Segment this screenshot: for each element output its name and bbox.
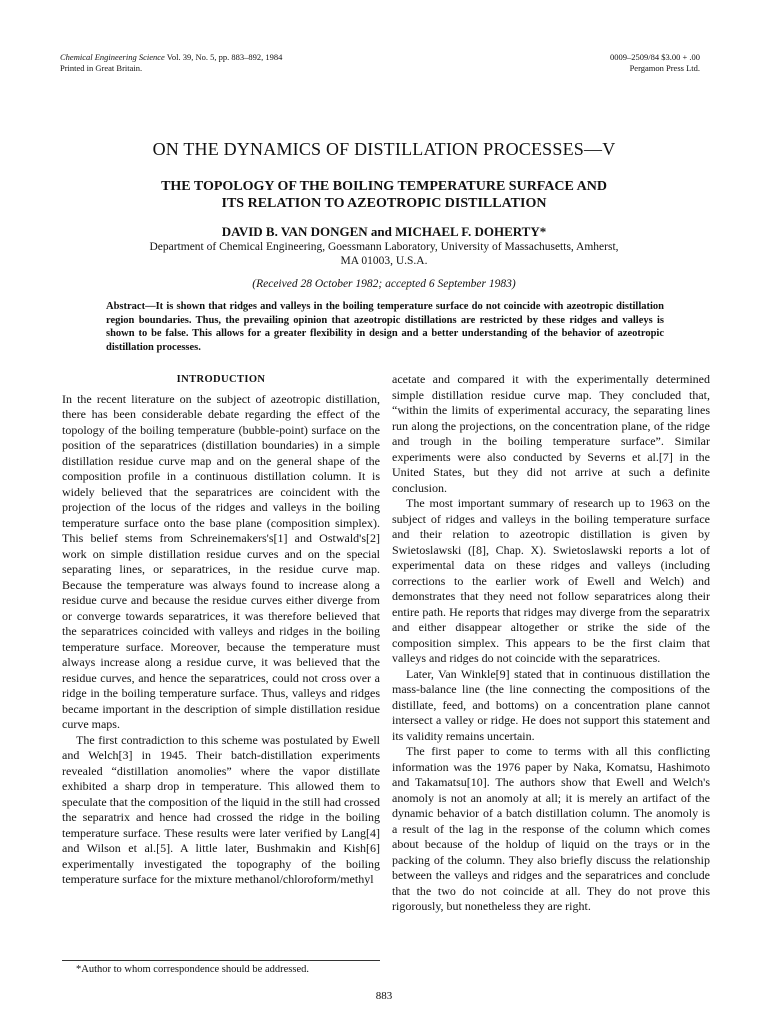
paragraph: In the recent literature on the subject of azeotropic distillation, there has been considerable debate regarding the effect of the topology of the boiling temperature (bubble-point) surface on the position of the separatrices (distillation boundaries) in a simple distillation residue curve map and on the general shape of the composition profile in a continuous distillation column. It is widely believed that the separatrices are coincident with the projection of the locus of the ridges and valleys in the boiling temperature surface onto the base plane (composition simplex). This belief stems from Schreinemakers's[1] and Ostwald's[2] work on simple distillation residue curves and on the special separating lines, or separatrices, in the residue curve map. Because the temperature was always found to increase along a residue curve and because the residue curves either diverge from or converge towards separatrices, it was therefore believed that the separatrices coincided with valleys and ridges in the boiling temperature surface. Moreover, because the temperature must always increase along a residue curve, it was believed that the residue curves, and hence the separatrices, could not cross over a ridge in the boiling temperature surface. Thus, valleys and ridges became important in the description of simple distillation residue curve maps. bbox=[62, 391, 380, 731]
paper-subtitle bbox=[100, 178, 668, 212]
subtitle-line-2: ITS RELATION TO AZEOTROPIC DISTILLATION bbox=[221, 196, 547, 211]
page-number: 883 bbox=[375, 990, 393, 1002]
journal-volume: Vol. 39, No. 5, pp. 883–892, 1984 bbox=[166, 52, 283, 62]
received-dates bbox=[0, 278, 768, 290]
subtitle-line-1: THE TOPOLOGY OF THE BOILING TEMPERATURE SURFACE AND bbox=[161, 179, 607, 194]
paragraph: The most important summary of research up to 1963 on the subject of ridges and valleys in the boiling temperature surface and their relation to azeotropic distillation is given by Swietoslawski ([8], Chap. X). Swietoslawski reports a lot of experimental data on these ridges and valleys (including corrections to the earlier work of Ewell and Welch) and demonstrates that they need not follow separatrices along their entire path. He reports that ridges may diverge from the separatrix and either disappear altogether or strike the side of the composition simplex. This appears to be the first claim that valleys and ridges do not coincide with the separatrices. bbox=[392, 496, 710, 665]
paragraph: The first contradiction to this scheme was postulated by Ewell and Welch[3] in 1945. Their batch-distillation experiments revealed “distillation anomolies” where the vapor distillate exhibited a sharp drop in temperature. This allowed them to speculate that the composition of the liquid in the still had crossed the separatrix and hence had crossed the ridge in the boiling temperature surface. These results were later verified by Lang[4] and Wilson et al.[5]. A little later, Bushmakin and Kish[6] experimentally investigated the topography of the boiling temperature surface for the mixture methanol/chloroform/methyl bbox=[62, 732, 380, 886]
abstract: Abstract—It is shown that ridges and valleys in the boiling temperature surface do not coincide with azeotropic distillation region boundaries. Thus, the prevailing opinion that azeotropic distillations are restricted by these ridges and valleys is shown to be false. This allows for a greater flexibility in design and a better understanding of the behavior of azeotropic distillation processes. bbox=[106, 301, 664, 353]
affiliation-line-1: Department of Chemical Engineering, Goessmann Laboratory, University of Massachusetts, Amherst, bbox=[149, 241, 619, 253]
journal-name: Chemical Engineering Science bbox=[60, 52, 165, 62]
publisher-info bbox=[610, 52, 700, 74]
footnote-divider bbox=[62, 960, 380, 961]
footnote: *Author to whom correspondence should be addressed. bbox=[76, 964, 309, 975]
article-code: 0009–2509/84 $3.00 + .00 bbox=[609, 52, 700, 62]
left-column bbox=[62, 372, 380, 888]
paper-title: ON THE DYNAMICS OF DISTILLATION PROCESSES—V bbox=[152, 139, 616, 159]
paragraph: Later, Van Winkle[9] stated that in continuous distillation the mass-balance line (the line connecting the compositions of the distillate, feed, and bottoms) on a concentration plane cannot intersect a valley or ridge. He does not support this statement and its validity remains uncertain. bbox=[392, 666, 710, 743]
affiliation bbox=[80, 240, 688, 268]
section-heading: INTRODUCTION bbox=[176, 374, 266, 385]
paragraph: acetate and compared it with the experimentally determined simple distillation residue curve map. They concluded that, “within the limits of experimental accuracy, the separating lines run along the projections, on the concentration plane, of the ridge and trough in the boiling temperature surface”. Similar experiments were also conducted by Severns et al.[7] in the United States, but they did not arrive at such a definite conclusion. bbox=[392, 372, 710, 495]
paragraph: The first paper to come to terms with all this conflicting information was the 1976 paper by Naka, Komatsu, Hashimoto and Takamatsu[10]. The authors show that Ewell and Welch's anomoly is not an anomoly at all; it is merely an artifact of the dynamic behavior of a batch distillation column. The anomoly is a result of the lag in the response of the column which comes about because of the holdup of liquid on the trays or in the packing of the column. They also briefly discuss the relationship between the valleys and ridges and the separatrices and conclude that the two do not coincide at all. They do not prove this rigorously, but nonetheless they are right. bbox=[392, 744, 710, 913]
right-column bbox=[392, 372, 710, 915]
received-text: (Received 28 October 1982; accepted 6 September 1983) bbox=[252, 278, 516, 290]
affiliation-line-2: MA 01003, U.S.A. bbox=[340, 255, 428, 267]
publisher-name: Pergamon Press Ltd. bbox=[629, 63, 700, 73]
printed-note: Printed in Great Britain. bbox=[60, 63, 143, 73]
author-list: DAVID B. VAN DONGEN and MICHAEL F. DOHERTY* bbox=[221, 224, 547, 239]
journal-citation bbox=[60, 52, 282, 74]
